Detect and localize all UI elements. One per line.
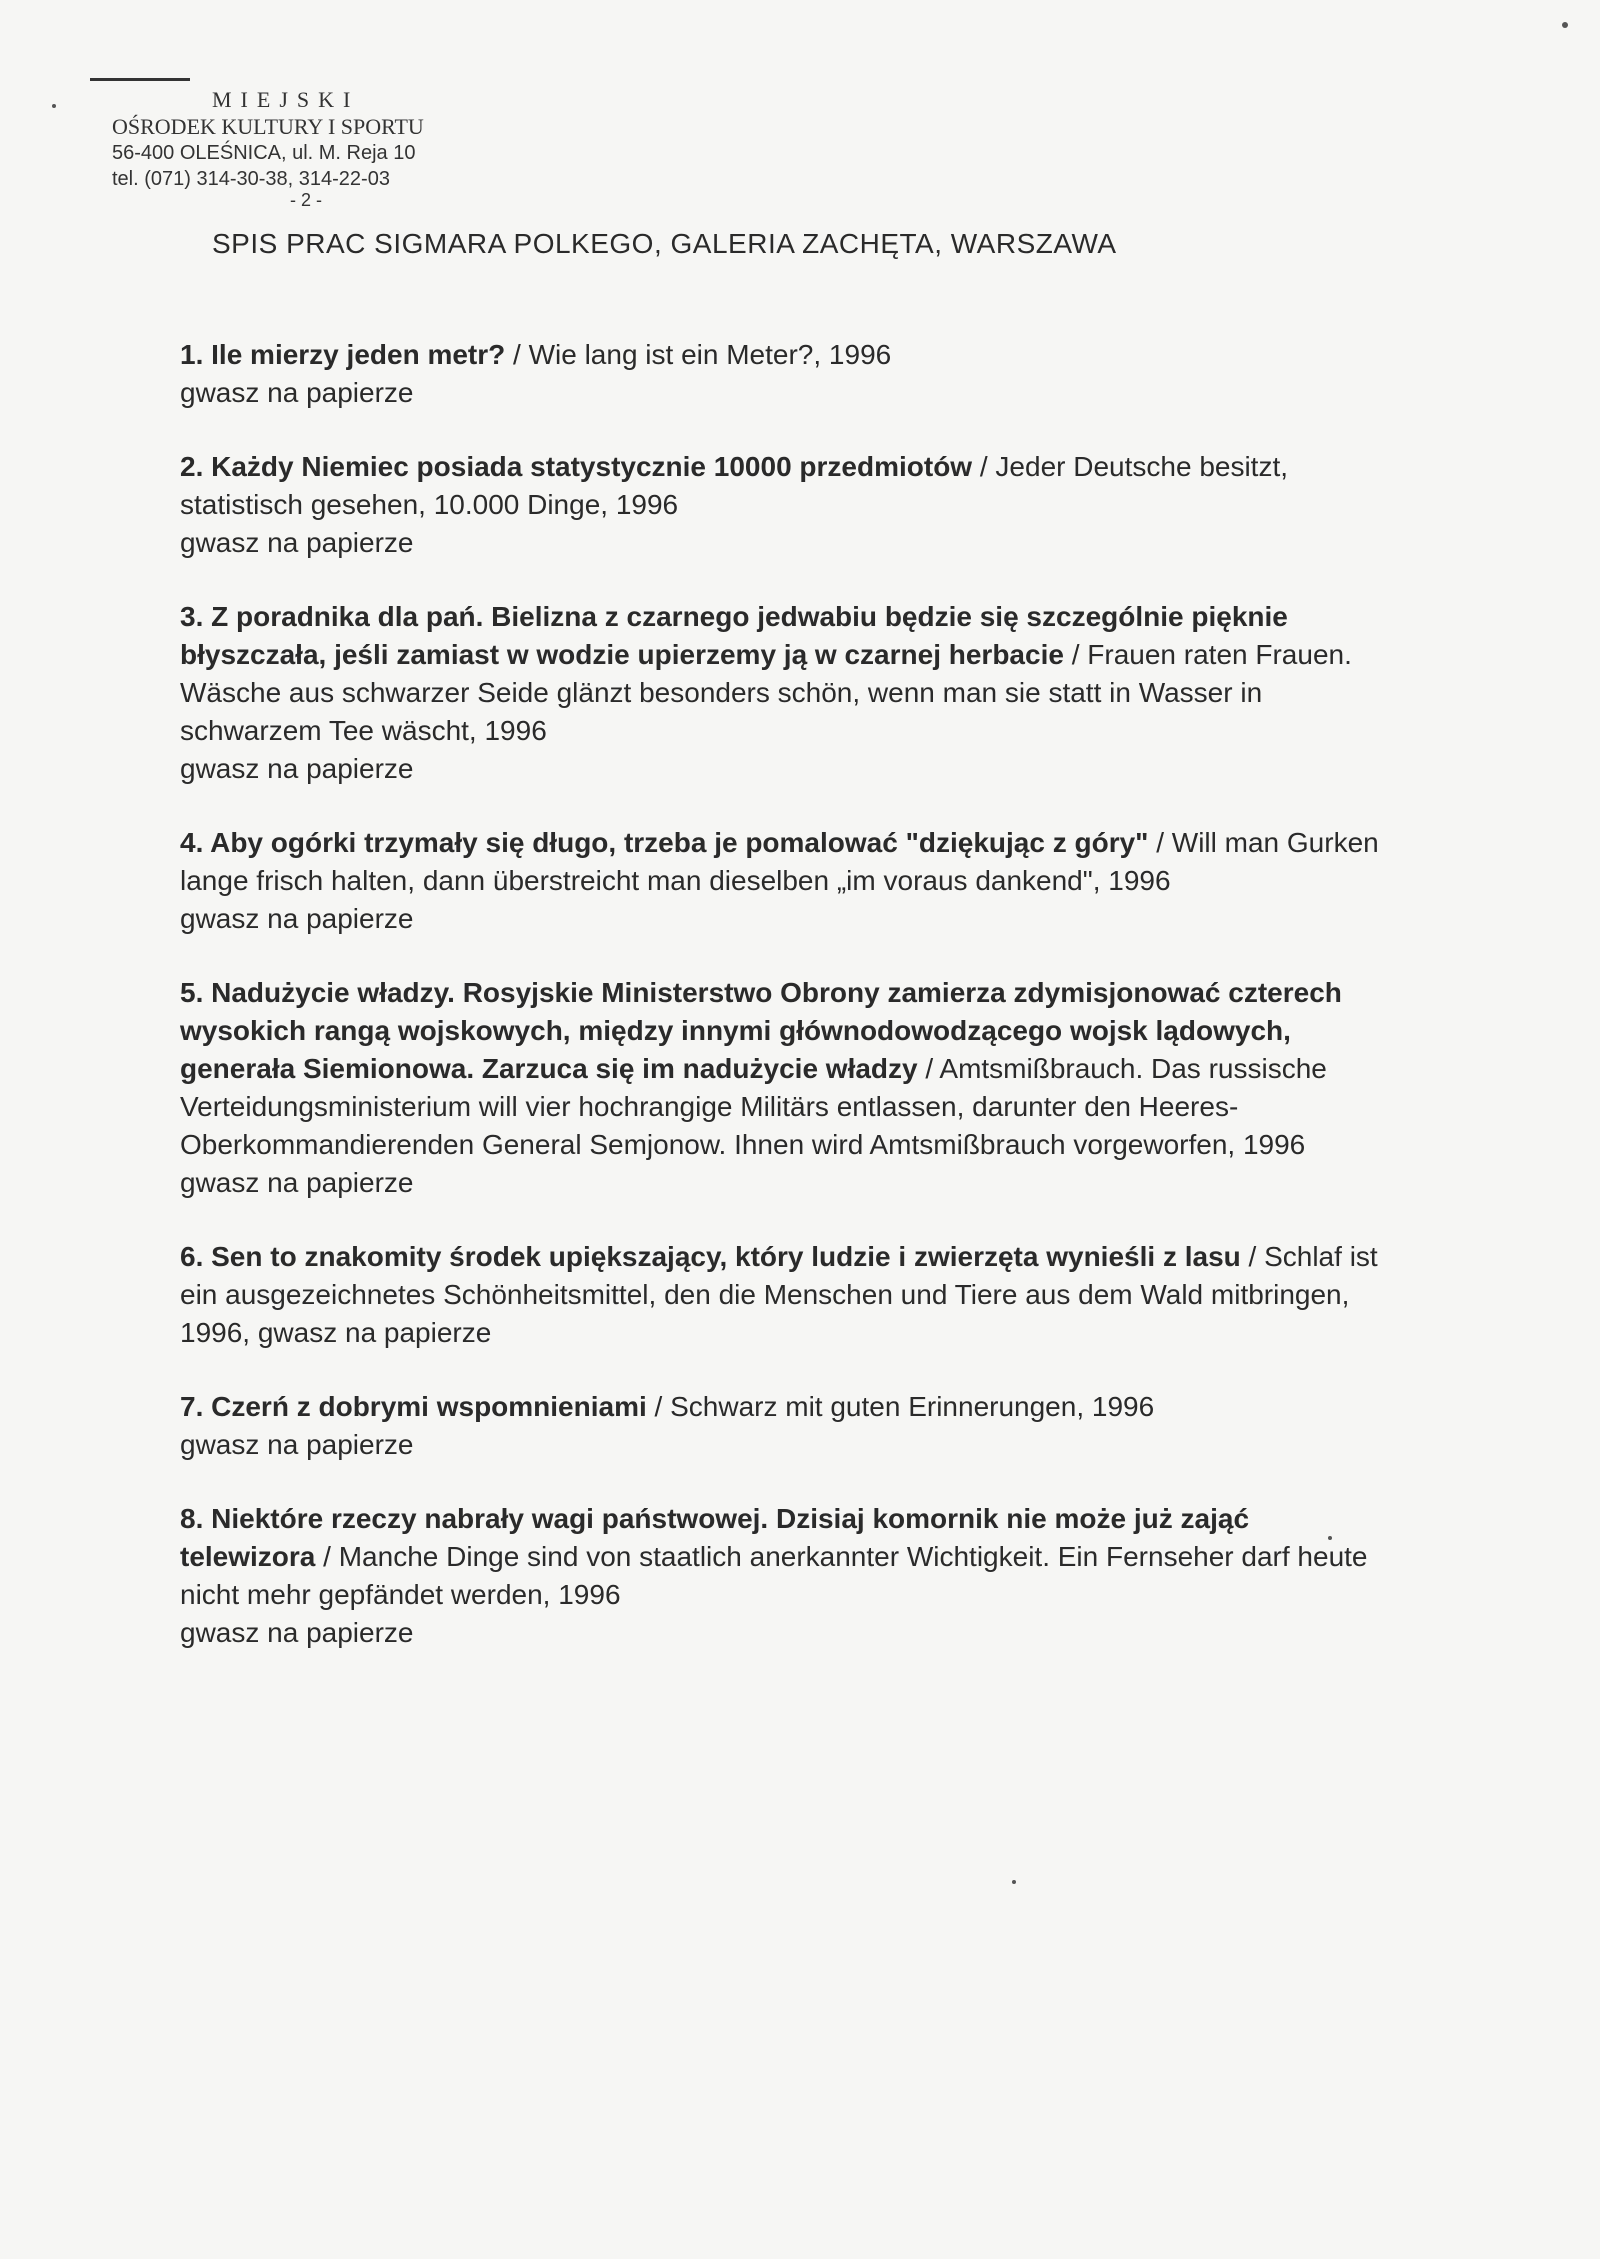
item-medium: gwasz na papierze (180, 903, 414, 934)
stamp-org-line2: OŚRODEK KULTURY I SPORTU (112, 114, 424, 139)
item-title-de: / Amtsmißbrauch. Das russische Verteidungsministerium will vier hochrangige Militärs entlassen, darunter den Heeres-Oberkommandierenden General Semjonow. Ihnen wird Amtsmißbrauch vorgeworfen, 1996 (180, 1053, 1327, 1160)
item-title-de: / Schwarz mit guten Erinnerungen, 1996 (646, 1391, 1155, 1422)
item-title-de: / Frauen raten Frauen. Wäsche aus schwarzer Seide glänzt besonders schön, wenn man sie statt in Wasser in schwarzem Tee wäscht, 1996 (180, 639, 1352, 746)
item-title-pl: 5. Nadużycie władzy. Rosyjskie Ministerstwo Obrony zamierza zdymisjonować czterech wysokich rangą wojskowych, między innymi głównodowodzącego wojsk lądowych, generała Siemionowa. Zarzuca się im nadużycie władzy (180, 977, 1342, 1084)
list-item (180, 1500, 1380, 1652)
item-medium: gwasz na papierze (180, 527, 414, 558)
item-title-de: / Manche Dinge sind von staatlich anerkannter Wichtigkeit. Ein Fernseher darf heute nicht mehr gepfändet werden, 1996 (180, 1541, 1368, 1610)
stamp-org-line1: MIEJSKI (212, 87, 360, 112)
item-title-de: / Jeder Deutsche besitzt, statistisch gesehen, 10.000 Dinge, 1996 (180, 451, 1289, 520)
item-title-pl: 3. Z poradnika dla pań. Bielizna z czarnego jedwabiu będzie się szczególnie pięknie błyszczała, jeśli zamiast w wodzie upierzemy ją w czarnej herbacie (180, 601, 1288, 670)
item-title-de: / Schlaf ist ein ausgezeichnetes Schönheitsmittel, den die Menschen und Tiere aus dem Wald mitbringen, 1996, gwasz na papierze (180, 1241, 1378, 1348)
list-item (180, 448, 1380, 562)
page-number: - 2 - (290, 190, 323, 210)
item-title-pl: 2. Każdy Niemiec posiada statystycznie 10000 przedmiotów (180, 451, 973, 482)
scan-speck (1562, 22, 1568, 28)
scan-speck (52, 104, 56, 108)
stamp-phone: tel. (071) 314-30-38, 314-22-03 (112, 168, 390, 190)
document-title: SPIS PRAC SIGMARA POLKEGO, GALERIA ZACHĘTA, WARSZAWA (212, 228, 1117, 259)
item-medium: gwasz na papierze (180, 1429, 414, 1460)
item-medium: gwasz na papierze (180, 377, 414, 408)
item-title-de: / Wie lang ist ein Meter?, 1996 (505, 339, 892, 370)
list-item (180, 598, 1380, 788)
stamp-address: 56-400 OLEŚNICA, ul. M. Reja 10 (112, 142, 416, 164)
scan-speck (1328, 1536, 1332, 1540)
stamp-rule (90, 78, 190, 81)
item-title-pl: 1. Ile mierzy jeden metr? (180, 339, 506, 370)
list-item (180, 1388, 1380, 1464)
item-medium: gwasz na papierze (180, 1167, 414, 1198)
scan-speck (1012, 1880, 1016, 1884)
list-item (180, 1238, 1380, 1352)
item-medium: gwasz na papierze (180, 753, 414, 784)
works-list (180, 336, 1380, 1688)
item-title-pl: 6. Sen to znakomity środek upiększający, który ludzie i zwierzęta wynieśli z lasu (180, 1241, 1241, 1272)
item-title-de: / Will man Gurken lange frisch halten, dann überstreicht man dieselben „im voraus dankend", 1996 (180, 827, 1379, 896)
item-title-pl: 8. Niektóre rzeczy nabrały wagi państwowej. Dzisiaj komornik nie może już zająć telewizora (180, 1503, 1250, 1572)
list-item (180, 336, 1380, 412)
institution-stamp (112, 86, 492, 192)
item-medium: gwasz na papierze (180, 1617, 414, 1648)
list-item (180, 824, 1380, 938)
item-title-pl: 7. Czerń z dobrymi wspomnieniami (180, 1391, 647, 1422)
item-title-pl: 4. Aby ogórki trzymały się długo, trzeba je pomalować "dziękując z góry" (180, 827, 1149, 858)
list-item (180, 974, 1380, 1202)
